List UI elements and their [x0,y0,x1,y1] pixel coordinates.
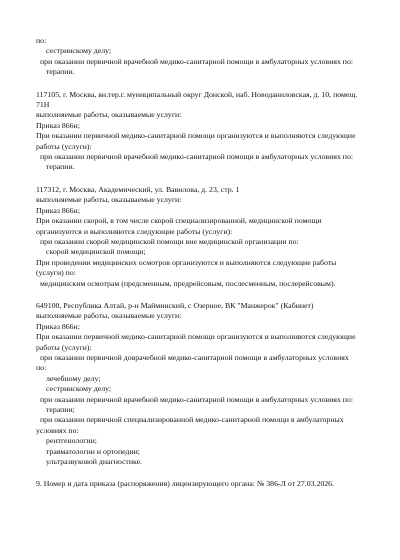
text-line: 649100, Республика Алтай, р-н Майминский, с Озерное, ВК "Манжерок" (Кабинет) [36,300,314,310]
order-number-footer: 9. Номер и дата приказа (распоряжения) лицензирующего органа: № 386-Л от 27.03.2026. [36,479,335,489]
text-line: при оказании первичной врачебной медико-санитарной помощи в амбулаторных условиях по: [40,394,354,404]
text-line: ультразвуковой диагностике. [46,457,143,467]
text-line: (услуги) по: [36,268,76,278]
text-line: терапии. [46,162,75,172]
text-line: терапии. [46,67,75,77]
text-line: 71Н [36,100,50,110]
text-line: Приказ 866н; [36,205,80,215]
block-top [36,36,370,78]
text-line: медицинским осмотрам (предсменным, предрейсовым, послесменным, послерейсовым). [40,278,336,288]
text-line: лечебному делу; [46,373,101,383]
text-line: травматологии и ортопедии; [46,446,140,456]
block-address-117312 [36,185,370,289]
text-line: при оказании первичной доврачебной медико-санитарной помощи в амбулаторных условиях [40,352,349,362]
text-line: При проведении медицинских осмотров организуются и выполняются следующие работы [36,257,337,267]
text-line: терапии; [46,405,75,414]
text-line: При оказании первичной медико-санитарной помощи организуются и выполняются следующие [36,131,356,141]
text-line: Приказ 866н; [36,321,80,331]
text-line: при оказании первичной врачебной медико-санитарной помощи в амбулаторных условиях по: [40,56,354,66]
text-line: по: [36,36,47,45]
text-line: рентгенологии; [46,436,97,446]
text-line: работы (услуги): [36,342,92,352]
text-line: При оказании скорой, в том числе скорой специализированной, медицинской помощи [36,216,322,226]
text-line: скорой медицинской помощи; [46,247,146,257]
text-line: при оказании первичной специализированной медико-санитарной помощи в амбулаторных [40,415,344,425]
text-line: по: [36,363,47,373]
text-line: выполняемые работы, оказываемые услуги: [36,311,182,321]
text-line: при оказании скорой медицинской помощи вне медицинской организации по: [40,236,299,246]
text-line: условиях по: [36,425,79,435]
text-line: сестринскому делу; [46,46,112,56]
block-address-117105 [36,90,370,173]
text-line: выполняемые работы, оказываемые услуги: [36,110,182,120]
text-line: работы (услуги): [36,141,92,151]
text-line: 117312, г. Москва, Академический, ул. Вавилова, д. 23, стр. 1 [36,184,240,194]
text-line: сестринскому делу; [46,384,112,394]
text-line: при оказании первичной врачебной медико-санитарной помощи в амбулаторных условиях по: [40,152,354,162]
text-line: При оказании первичной медико-санитарной помощи организуются и выполняются следующие [36,332,356,342]
block-address-649100 [36,301,370,468]
text-line: организуются и выполняются следующие работы (услуги): [36,226,233,236]
text-line: Приказ 866н; [36,120,80,130]
text-line: 117105, г. Москва, вн.тер.г. муниципальный округ Донской, наб. Новоданиловская, д. 10, помещ. [36,89,358,99]
text-line: выполняемые работы, оказываемые услуги: [36,195,182,205]
